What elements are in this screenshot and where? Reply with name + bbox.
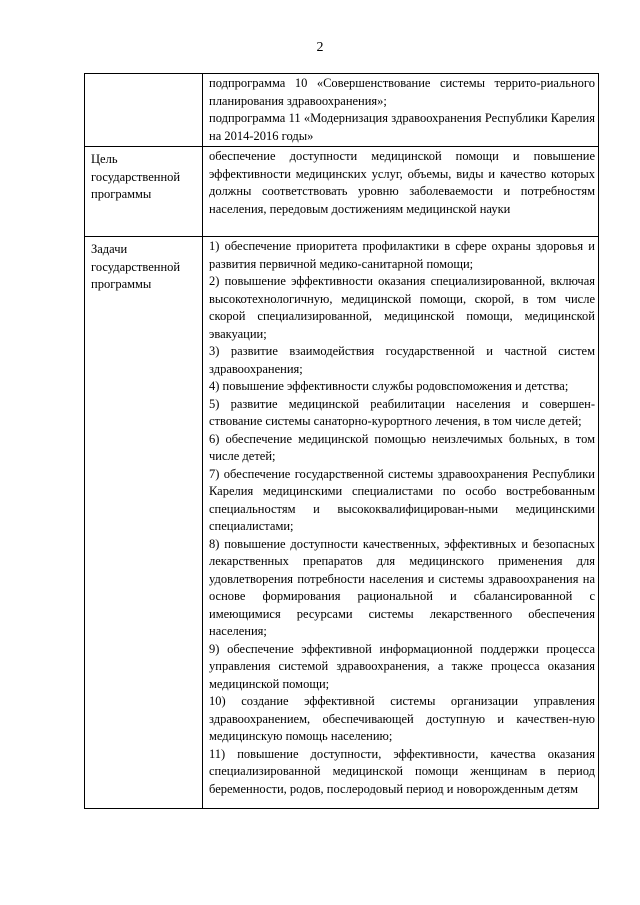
task-item-9: 9) обеспечение эффективной информационной поддержки процесса управления системой здравоохранения, а также процесса оказания медицинской помощи; xyxy=(209,641,595,691)
task-item-10: 10) создание эффективной системы организации управления здравоохранением, обеспечивающей доступную и качествен-ную медицинскую помощь населению; xyxy=(209,694,595,743)
row-content-goal xyxy=(203,147,599,237)
table-row-program-goal xyxy=(85,147,599,237)
subprogram-11-text: подпрограмма 11 «Модернизация здравоохранения Республики Карелия на 2014-2016 годы» xyxy=(209,111,595,143)
task-item-4: 4) повышение эффективности службы родовспоможения и детства; xyxy=(209,379,569,393)
row-label-empty xyxy=(85,74,203,147)
row-content-subprograms xyxy=(203,74,599,147)
row-label-goal: Цель государственной программы xyxy=(85,147,203,237)
table-row-program-tasks xyxy=(85,237,599,809)
row-label-tasks: Задачи государственной программы xyxy=(85,237,203,809)
goal-text: обеспечение доступности медицинской помощи и повышение эффективности медицинских услуг, объемы, виды и качество которых должны соответствовать уровню заболеваемости и потребностям населения, передовым достижениям медицинской науки xyxy=(209,149,595,216)
task-item-11: 11) повышение доступности, эффективности, качества оказания специализированной медицинской помощи женщинам в период беременности, родов, послеродовый период и новорожденным детям xyxy=(209,746,595,796)
subprogram-10-text: подпрограмма 10 «Совершенствование системы террито-риального планирования здравоохранения»; xyxy=(209,76,595,108)
table-row-subprograms-continued xyxy=(85,74,599,147)
task-item-3: 3) развитие взаимодействия государственной и частной систем здравоохранения; xyxy=(209,344,595,376)
task-item-5: 5) развитие медицинской реабилитации населения и совершен-ствование системы санаторно-курортного лечения, в том числе детей; xyxy=(209,396,595,428)
task-item-7: 7) обеспечение государственной системы здравоохранения Республики Карелия медицинскими специалистами по особо востребованным специальностям и высококвалифицирован-ными медицинскими специалистами; xyxy=(209,466,595,533)
task-item-2: 2) повышение эффективности оказания специализированной, включая высокотехнологичную, медицинской помощи, скорой, в том числе скорой специализированной, медицинской помощи, медицинской эвакуации; xyxy=(209,274,595,341)
page-number: 2 xyxy=(316,40,324,55)
row-content-tasks xyxy=(203,237,599,809)
program-passport-table xyxy=(84,73,599,809)
task-item-1: 1) обеспечение приоритета профилактики в сфере охраны здоровья и развития первичной медико-санитарной помощи; xyxy=(209,239,595,271)
task-item-6: 6) обеспечение медицинской помощью неизлечимых больных, в том числе детей; xyxy=(209,431,595,463)
task-item-8: 8) повышение доступности качественных, эффективных и безопасных лекарственных препаратов для медицинского применения для удовлетворения потребности населения и системы здравоохранения на основе формирования рациональной и сбалансированной с имеющимися ресурсами системы лекарственного обеспечения населения; xyxy=(209,536,595,638)
